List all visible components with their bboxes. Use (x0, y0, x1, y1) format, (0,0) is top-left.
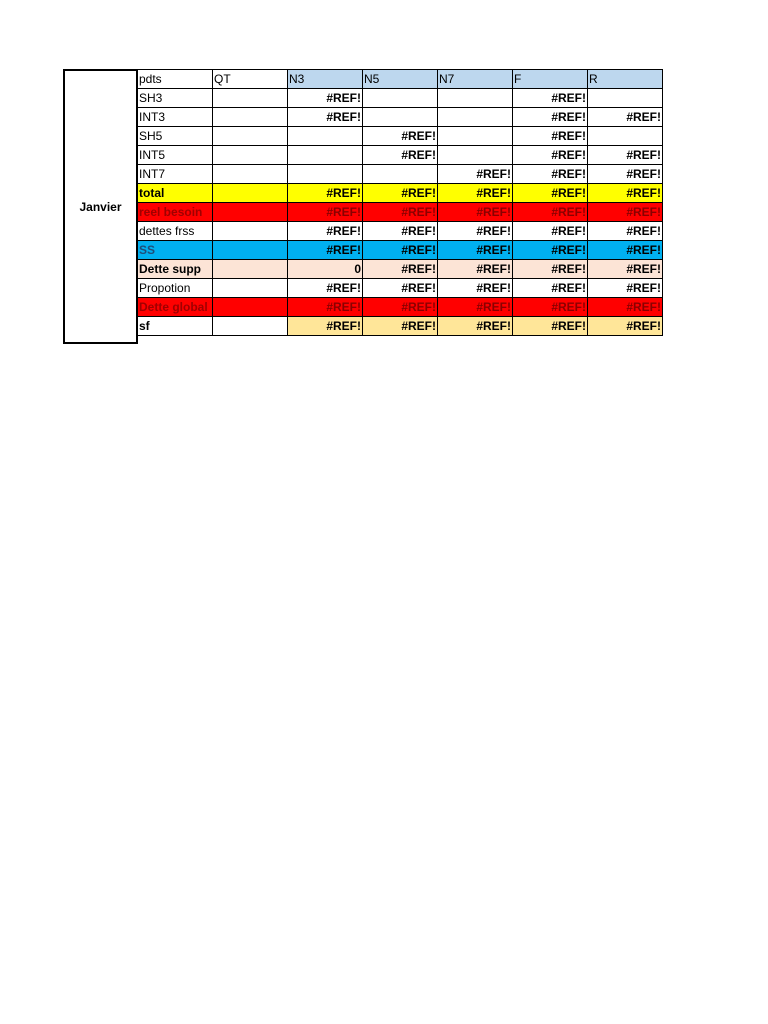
header-cell-n5[interactable]: N5 (363, 70, 438, 89)
value-cell[interactable] (588, 127, 663, 146)
row-label[interactable]: dettes frss (138, 222, 213, 241)
value-cell[interactable]: #REF! (513, 165, 588, 184)
table-row (138, 317, 663, 336)
value-cell[interactable]: #REF! (588, 298, 663, 317)
value-cell[interactable]: #REF! (438, 279, 513, 298)
header-cell-pdts[interactable]: pdts (138, 70, 213, 89)
value-cell[interactable]: #REF! (513, 127, 588, 146)
value-cell[interactable]: #REF! (363, 260, 438, 279)
value-cell[interactable]: #REF! (588, 241, 663, 260)
value-cell[interactable]: #REF! (513, 260, 588, 279)
row-label[interactable]: INT5 (138, 146, 213, 165)
qt-cell[interactable] (213, 279, 288, 298)
value-cell[interactable]: #REF! (438, 260, 513, 279)
value-cell[interactable]: #REF! (363, 127, 438, 146)
value-cell[interactable]: #REF! (288, 203, 363, 222)
row-label[interactable]: SS (138, 241, 213, 260)
value-cell[interactable]: #REF! (288, 222, 363, 241)
header-cell-qt[interactable]: QT (213, 70, 288, 89)
header-cell-r[interactable]: R (588, 70, 663, 89)
value-cell[interactable]: #REF! (438, 165, 513, 184)
table-row (138, 127, 663, 146)
row-label[interactable]: reel besoin (138, 203, 213, 222)
table-row (138, 222, 663, 241)
qt-cell[interactable] (213, 317, 288, 336)
qt-cell[interactable] (213, 165, 288, 184)
value-cell[interactable]: #REF! (288, 298, 363, 317)
value-cell[interactable]: #REF! (363, 298, 438, 317)
qt-cell[interactable] (213, 146, 288, 165)
row-label[interactable]: Dette supp (138, 260, 213, 279)
value-cell[interactable] (438, 127, 513, 146)
value-cell[interactable]: #REF! (513, 108, 588, 127)
qt-cell[interactable] (213, 222, 288, 241)
value-cell[interactable]: #REF! (588, 317, 663, 336)
value-cell[interactable]: #REF! (438, 241, 513, 260)
table-row (138, 89, 663, 108)
value-cell[interactable]: #REF! (438, 222, 513, 241)
row-label[interactable]: Propotion (138, 279, 213, 298)
value-cell[interactable]: #REF! (513, 298, 588, 317)
value-cell[interactable]: #REF! (288, 317, 363, 336)
table-row (138, 298, 663, 317)
table-row (138, 203, 663, 222)
value-cell[interactable]: #REF! (588, 203, 663, 222)
spreadsheet-table (137, 69, 663, 336)
value-cell[interactable]: #REF! (513, 222, 588, 241)
value-cell[interactable]: #REF! (288, 279, 363, 298)
value-cell[interactable]: #REF! (438, 298, 513, 317)
row-label[interactable]: total (138, 184, 213, 203)
value-cell[interactable]: #REF! (513, 203, 588, 222)
header-row (138, 70, 663, 89)
row-label[interactable]: INT3 (138, 108, 213, 127)
table-row (138, 165, 663, 184)
value-cell[interactable] (288, 165, 363, 184)
value-cell[interactable] (363, 89, 438, 108)
value-cell[interactable] (363, 108, 438, 127)
value-cell[interactable]: #REF! (438, 203, 513, 222)
value-cell[interactable]: #REF! (363, 317, 438, 336)
month-label: Janvier (63, 69, 138, 344)
table-row (138, 184, 663, 203)
table-row (138, 108, 663, 127)
table-row (138, 241, 663, 260)
header-cell-n7[interactable]: N7 (438, 70, 513, 89)
value-cell[interactable]: #REF! (363, 184, 438, 203)
value-cell[interactable] (438, 108, 513, 127)
qt-cell[interactable] (213, 298, 288, 317)
value-cell[interactable]: #REF! (588, 260, 663, 279)
value-cell[interactable]: #REF! (513, 241, 588, 260)
value-cell[interactable]: #REF! (588, 108, 663, 127)
value-cell[interactable]: #REF! (288, 89, 363, 108)
value-cell[interactable]: #REF! (363, 146, 438, 165)
row-label[interactable]: SH3 (138, 89, 213, 108)
value-cell[interactable]: #REF! (363, 222, 438, 241)
value-cell[interactable]: #REF! (513, 279, 588, 298)
value-cell[interactable]: #REF! (363, 279, 438, 298)
value-cell[interactable]: #REF! (588, 222, 663, 241)
value-cell[interactable]: #REF! (438, 184, 513, 203)
value-cell[interactable]: #REF! (513, 184, 588, 203)
row-label[interactable]: INT7 (138, 165, 213, 184)
value-cell[interactable] (363, 165, 438, 184)
value-cell[interactable] (438, 89, 513, 108)
value-cell[interactable]: #REF! (363, 241, 438, 260)
value-cell[interactable] (288, 127, 363, 146)
value-cell[interactable]: #REF! (588, 279, 663, 298)
value-cell[interactable]: #REF! (438, 317, 513, 336)
table-row (138, 279, 663, 298)
row-label[interactable]: sf (138, 317, 213, 336)
qt-cell[interactable] (213, 184, 288, 203)
qt-cell[interactable] (213, 89, 288, 108)
value-cell[interactable]: #REF! (513, 317, 588, 336)
header-cell-n3[interactable]: N3 (288, 70, 363, 89)
table-row (138, 260, 663, 279)
value-cell[interactable] (438, 146, 513, 165)
value-cell[interactable]: #REF! (513, 146, 588, 165)
qt-cell[interactable] (213, 108, 288, 127)
qt-cell[interactable] (213, 203, 288, 222)
value-cell[interactable]: 0 (288, 260, 363, 279)
value-cell[interactable]: #REF! (288, 241, 363, 260)
value-cell[interactable] (288, 146, 363, 165)
value-cell[interactable]: #REF! (363, 203, 438, 222)
qt-cell[interactable] (213, 260, 288, 279)
value-cell[interactable]: #REF! (588, 146, 663, 165)
qt-cell[interactable] (213, 127, 288, 146)
table-row (138, 146, 663, 165)
row-label[interactable]: Dette global (138, 298, 213, 317)
row-label[interactable]: SH5 (138, 127, 213, 146)
header-cell-f[interactable]: F (513, 70, 588, 89)
spreadsheet-body (138, 70, 663, 336)
qt-cell[interactable] (213, 241, 288, 260)
value-cell[interactable]: #REF! (513, 89, 588, 108)
value-cell[interactable] (588, 89, 663, 108)
value-cell[interactable]: #REF! (588, 165, 663, 184)
value-cell[interactable]: #REF! (288, 184, 363, 203)
value-cell[interactable]: #REF! (588, 184, 663, 203)
value-cell[interactable]: #REF! (288, 108, 363, 127)
